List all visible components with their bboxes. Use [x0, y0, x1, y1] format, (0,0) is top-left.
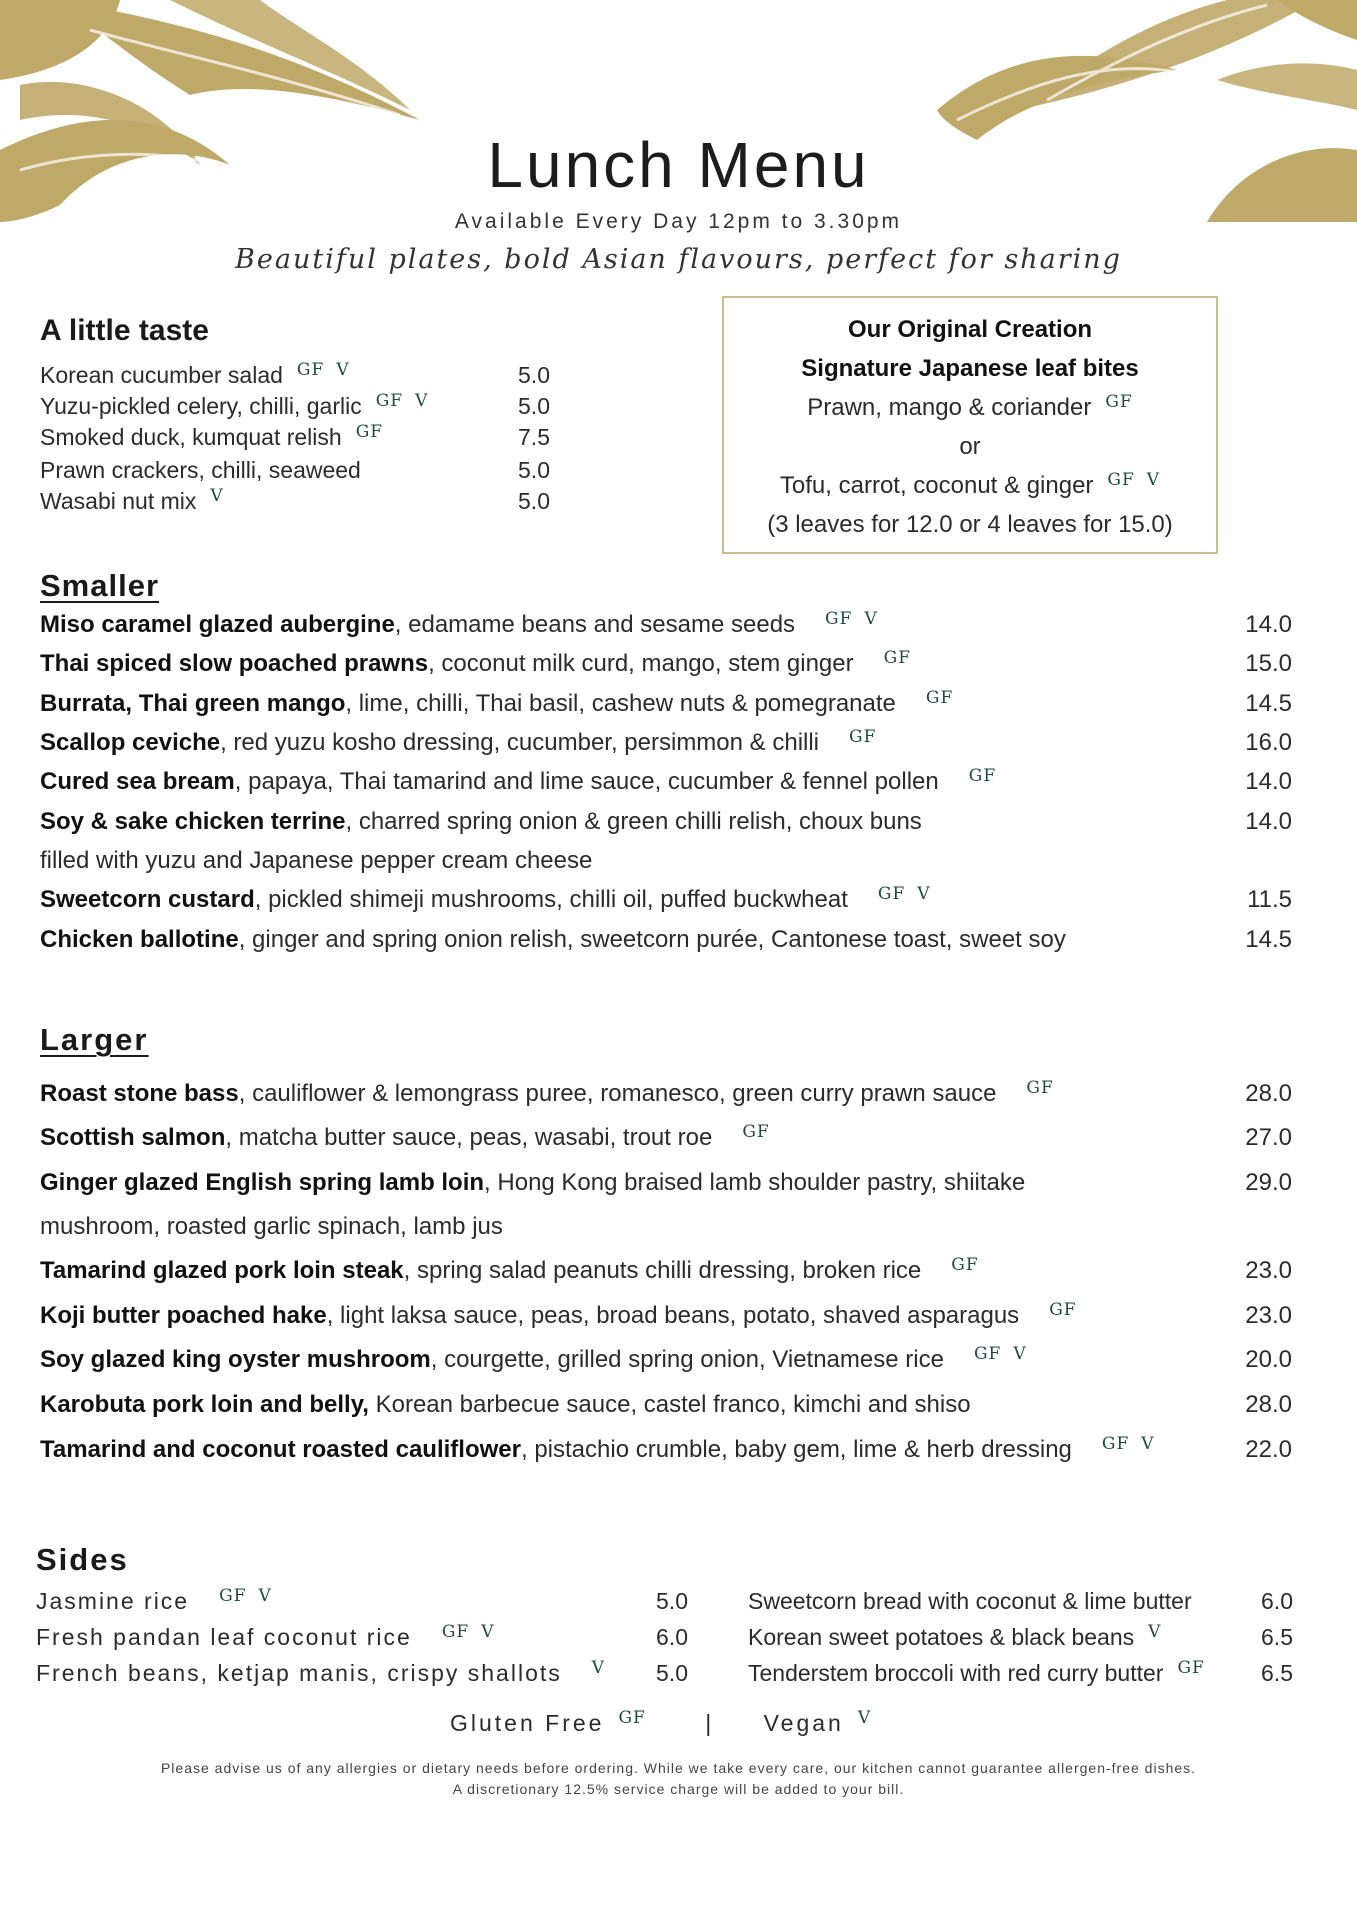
menu-item: [40, 611, 878, 639]
item-price: 5.0: [518, 488, 550, 514]
menu-item: [40, 690, 953, 718]
vegan-tag: V: [415, 391, 429, 411]
menu-item: [40, 808, 922, 836]
item-name: Smoked duck, kumquat relish: [40, 424, 342, 450]
dietary-tags: [1105, 392, 1132, 412]
vegan-tag: V: [1013, 1344, 1027, 1364]
menu-item: [40, 768, 996, 796]
item-name: Wasabi nut mix: [40, 488, 197, 514]
dish-description-continued: filled with yuzu and Japanese pepper cream cheese: [40, 847, 593, 874]
item-price: 5.0: [518, 393, 550, 419]
item-price: 6.5: [1261, 1660, 1293, 1686]
legend-separator: |: [705, 1710, 715, 1736]
item-price: 14.0: [1245, 611, 1292, 638]
item-name: Korean cucumber salad: [40, 362, 283, 388]
dish-description: , charred spring onion & green chilli relish, choux buns: [345, 808, 922, 835]
legend-vegan-label: Vegan: [763, 1710, 844, 1736]
gluten-free-tag: GF: [1177, 1658, 1205, 1678]
dish-description: , coconut milk curd, mango, stem ginger: [428, 650, 854, 677]
gluten-free-tag: GF: [973, 1344, 1002, 1364]
item-price: 14.5: [1245, 690, 1292, 717]
item-price: 23.0: [1245, 1257, 1292, 1284]
dietary-tags: [742, 1122, 769, 1142]
menu-item: [40, 1124, 770, 1152]
item-price: 23.0: [1245, 1302, 1292, 1329]
dietary-tags: [884, 648, 911, 668]
legend-gf-tag: GF: [618, 1708, 646, 1728]
dietary-tags: [219, 1586, 272, 1606]
dietary-tags: [1107, 470, 1160, 490]
item-name: Fresh pandan leaf coconut rice: [36, 1624, 412, 1650]
dish-description: , light laksa sauce, peas, broad beans, potato, shaved asparagus: [326, 1302, 1020, 1329]
legend-gluten-free-label: Gluten Free: [450, 1710, 605, 1736]
dish-name: Ginger glazed English spring lamb loin: [40, 1169, 485, 1196]
availability-text: Available Every Day 12pm to 3.30pm: [454, 210, 903, 233]
menu-item: [40, 1302, 1077, 1330]
dish-description: , lime, chilli, Thai basil, cashew nuts & pomegranate: [345, 690, 896, 717]
gluten-free-tag: GF: [849, 727, 877, 747]
dish-description: , Hong Kong braised lamb shoulder pastry, shiitake: [484, 1169, 1026, 1196]
dietary-tags: [297, 360, 350, 380]
item-price: 5.0: [518, 362, 550, 388]
dish-name: Koji butter poached hake: [40, 1302, 327, 1329]
dietary-tags: [969, 766, 996, 786]
gluten-free-tag: GF: [1026, 1078, 1054, 1098]
item-price: 5.0: [656, 1660, 688, 1686]
dish-description: , cauliflower & lemongrass puree, romanesco, green curry prawn sauce: [238, 1080, 997, 1107]
dish-name: Sweetcorn custard: [40, 886, 255, 913]
dish-description: Korean barbecue sauce, castel franco, kimchi and shiso: [368, 1391, 971, 1418]
dish-name: Soy & sake chicken terrine: [40, 808, 346, 835]
item-name: Jasmine rice: [36, 1588, 190, 1614]
item-price: 14.0: [1245, 808, 1292, 835]
dietary-tags: [210, 486, 223, 506]
section-title-smaller: Smaller: [40, 568, 160, 603]
menu-item: [40, 1080, 1054, 1108]
dish-name: Miso caramel glazed aubergine: [40, 611, 395, 638]
menu-item: [40, 1257, 979, 1285]
dietary-tags: [926, 688, 953, 708]
item-name: Prawn crackers, chilli, seaweed: [40, 457, 361, 483]
dietary-tags: [356, 422, 383, 442]
item-price: 14.5: [1245, 926, 1292, 953]
tagline-text: Beautiful plates, bold Asian flavours, perfect for sharing: [235, 244, 1122, 275]
vegan-tag: V: [1141, 1434, 1155, 1454]
item-price: 5.0: [518, 457, 550, 483]
vegan-tag: V: [481, 1622, 495, 1642]
dish-name: Soy glazed king oyster mushroom: [40, 1346, 431, 1373]
item-price: 20.0: [1245, 1346, 1292, 1373]
dietary-tags: [1049, 1300, 1076, 1320]
gluten-free-tag: GF: [883, 648, 912, 668]
item-price: 16.0: [1245, 729, 1292, 756]
dish-name: Cured sea bream: [40, 768, 235, 795]
side-item: [36, 1588, 272, 1615]
item-price: 6.0: [1261, 1588, 1293, 1614]
gluten-free-tag: GF: [742, 1122, 770, 1142]
dish-name: Burrata, Thai green mango: [40, 690, 346, 717]
item-name: Yuzu-pickled celery, chilli, garlic: [40, 393, 362, 419]
taste-item: [40, 424, 383, 451]
dish-description: , edamame beans and sesame seeds: [394, 611, 796, 638]
dietary-tags: [376, 391, 429, 411]
vegan-tag: V: [210, 486, 224, 506]
item-price: 6.0: [656, 1624, 688, 1650]
gluten-free-tag: GF: [1105, 392, 1133, 412]
side-item: [36, 1660, 605, 1687]
dietary-tags: [442, 1622, 495, 1642]
dish-name: Scottish salmon: [40, 1124, 226, 1151]
dish-name: Chicken ballotine: [40, 926, 239, 953]
item-price: 6.5: [1261, 1624, 1293, 1650]
creation-subheading: Signature Japanese leaf bites: [801, 355, 1139, 382]
creation-option-2: Tofu, carrot, coconut & ginger $^{GF V}$: [779, 470, 1161, 499]
vegan-tag: V: [917, 884, 931, 904]
gluten-free-tag: GF: [1101, 1434, 1130, 1454]
taste-item: [40, 488, 224, 515]
dish-description: , matcha butter sauce, peas, wasabi, trout roe: [225, 1124, 713, 1151]
gluten-free-tag: GF: [925, 688, 954, 708]
gluten-free-tag: GF: [877, 884, 906, 904]
menu-item: [40, 650, 911, 678]
dish-name: Thai spiced slow poached prawns: [40, 650, 429, 677]
menu-item: [40, 729, 876, 757]
item-name: Korean sweet potatoes & black beans: [748, 1624, 1135, 1650]
item-price: 7.5: [518, 424, 550, 450]
side-item: [748, 1588, 1192, 1615]
vegan-tag: V: [591, 1658, 606, 1678]
item-price: 22.0: [1245, 1436, 1292, 1463]
dish-name: Tamarind glazed pork loin steak: [40, 1257, 404, 1284]
taste-item: [40, 362, 350, 389]
item-price: 14.0: [1245, 768, 1292, 795]
allergy-notice: Please advise us of any allergies or dietary needs before ordering. While we take every care, our kitchen cannot guarantee allergen-free dishes.: [160, 1760, 1197, 1776]
dish-name: Karobuta pork loin and belly,: [40, 1391, 369, 1418]
legend-v-tag: V: [857, 1708, 872, 1728]
section-title-larger: Larger: [40, 1022, 149, 1057]
taste-item: [40, 393, 428, 420]
creation-pricing: (3 leaves for 12.0 or 4 leaves for 15.0): [767, 511, 1173, 538]
side-item: [36, 1624, 494, 1651]
vegan-tag: V: [1146, 470, 1161, 490]
original-creation-box: [722, 296, 1218, 554]
menu-item: [40, 1169, 1025, 1197]
gluten-free-tag: GF: [219, 1586, 247, 1606]
dietary-tags: [1102, 1434, 1155, 1454]
dietary-legend: [450, 1710, 871, 1737]
gluten-free-tag: GF: [441, 1622, 470, 1642]
item-price: 27.0: [1245, 1124, 1292, 1151]
gluten-free-tag: GF: [355, 422, 384, 442]
item-price: 28.0: [1245, 1080, 1292, 1107]
page-title: Lunch Menu: [487, 129, 870, 201]
item-name: Tenderstem broccoli with red curry butter: [748, 1660, 1164, 1686]
vegan-tag: V: [864, 609, 878, 629]
item-name: Sweetcorn bread with coconut & lime butter: [748, 1588, 1192, 1614]
dietary-tags: [825, 609, 878, 629]
dish-name: Tamarind and coconut roasted cauliflower: [40, 1436, 521, 1463]
dietary-tags: [1026, 1078, 1053, 1098]
gluten-free-tag: GF: [375, 391, 404, 411]
dietary-tags: [951, 1255, 978, 1275]
vegan-tag: V: [1148, 1622, 1162, 1642]
dietary-tags: [878, 884, 931, 904]
dietary-tags: [974, 1344, 1027, 1364]
menu-item: [40, 926, 1066, 954]
side-item: [748, 1660, 1205, 1687]
gluten-free-tag: GF: [1049, 1300, 1077, 1320]
taste-item: [40, 457, 361, 484]
service-charge-notice: A discretionary 12.5% service charge will be added to your bill.: [452, 1781, 905, 1797]
item-price: 5.0: [656, 1588, 688, 1614]
dish-description: , papaya, Thai tamarind and lime sauce, cucumber & fennel pollen: [234, 768, 939, 795]
vegan-tag: V: [258, 1586, 272, 1606]
creation-or: or: [959, 433, 981, 460]
menu-item: [40, 886, 931, 914]
item-price: 15.0: [1245, 650, 1292, 677]
item-name: French beans, ketjap manis, crispy shallots: [36, 1660, 562, 1686]
dish-description: , pistachio crumble, baby gem, lime & herb dressing: [520, 1436, 1072, 1463]
item-price: 29.0: [1245, 1169, 1292, 1196]
dish-description: , pickled shimeji mushrooms, chilli oil, puffed buckwheat: [254, 886, 848, 913]
dish-description: , ginger and spring onion relish, sweetcorn purée, Cantonese toast, sweet soy: [238, 926, 1066, 953]
dish-description-continued: mushroom, roasted garlic spinach, lamb jus: [40, 1213, 503, 1240]
side-item: [748, 1624, 1161, 1651]
dish-description: , red yuzu kosho dressing, cucumber, persimmon & chilli: [220, 729, 820, 756]
dietary-tags: [849, 727, 876, 747]
dish-name: Roast stone bass: [40, 1080, 239, 1107]
gluten-free-tag: GF: [968, 766, 997, 786]
gluten-free-tag: GF: [951, 1255, 979, 1275]
gluten-free-tag: GF: [296, 360, 325, 380]
menu-item: [40, 1391, 971, 1419]
dish-name: Scallop ceviche: [40, 729, 221, 756]
vegan-tag: V: [336, 360, 350, 380]
dish-description: , courgette, grilled spring onion, Vietnamese rice: [430, 1346, 944, 1373]
menu-item: [40, 1346, 1027, 1374]
creation-option-1: Prawn, mango & coriander $^{GF}$: [807, 392, 1133, 421]
menu-item: [40, 1436, 1155, 1464]
item-price: 11.5: [1247, 886, 1292, 913]
dietary-tags: [1148, 1622, 1161, 1642]
section-title-little-taste: A little taste: [40, 314, 209, 347]
gluten-free-tag: GF: [1107, 470, 1135, 490]
dish-description: , spring salad peanuts chilli dressing, broken rice: [403, 1257, 922, 1284]
section-title-sides: Sides: [36, 1542, 129, 1577]
gluten-free-tag: GF: [825, 609, 853, 629]
creation-heading: Our Original Creation: [847, 316, 1093, 343]
item-price: 28.0: [1245, 1391, 1292, 1418]
dietary-tags: [1177, 1658, 1204, 1678]
